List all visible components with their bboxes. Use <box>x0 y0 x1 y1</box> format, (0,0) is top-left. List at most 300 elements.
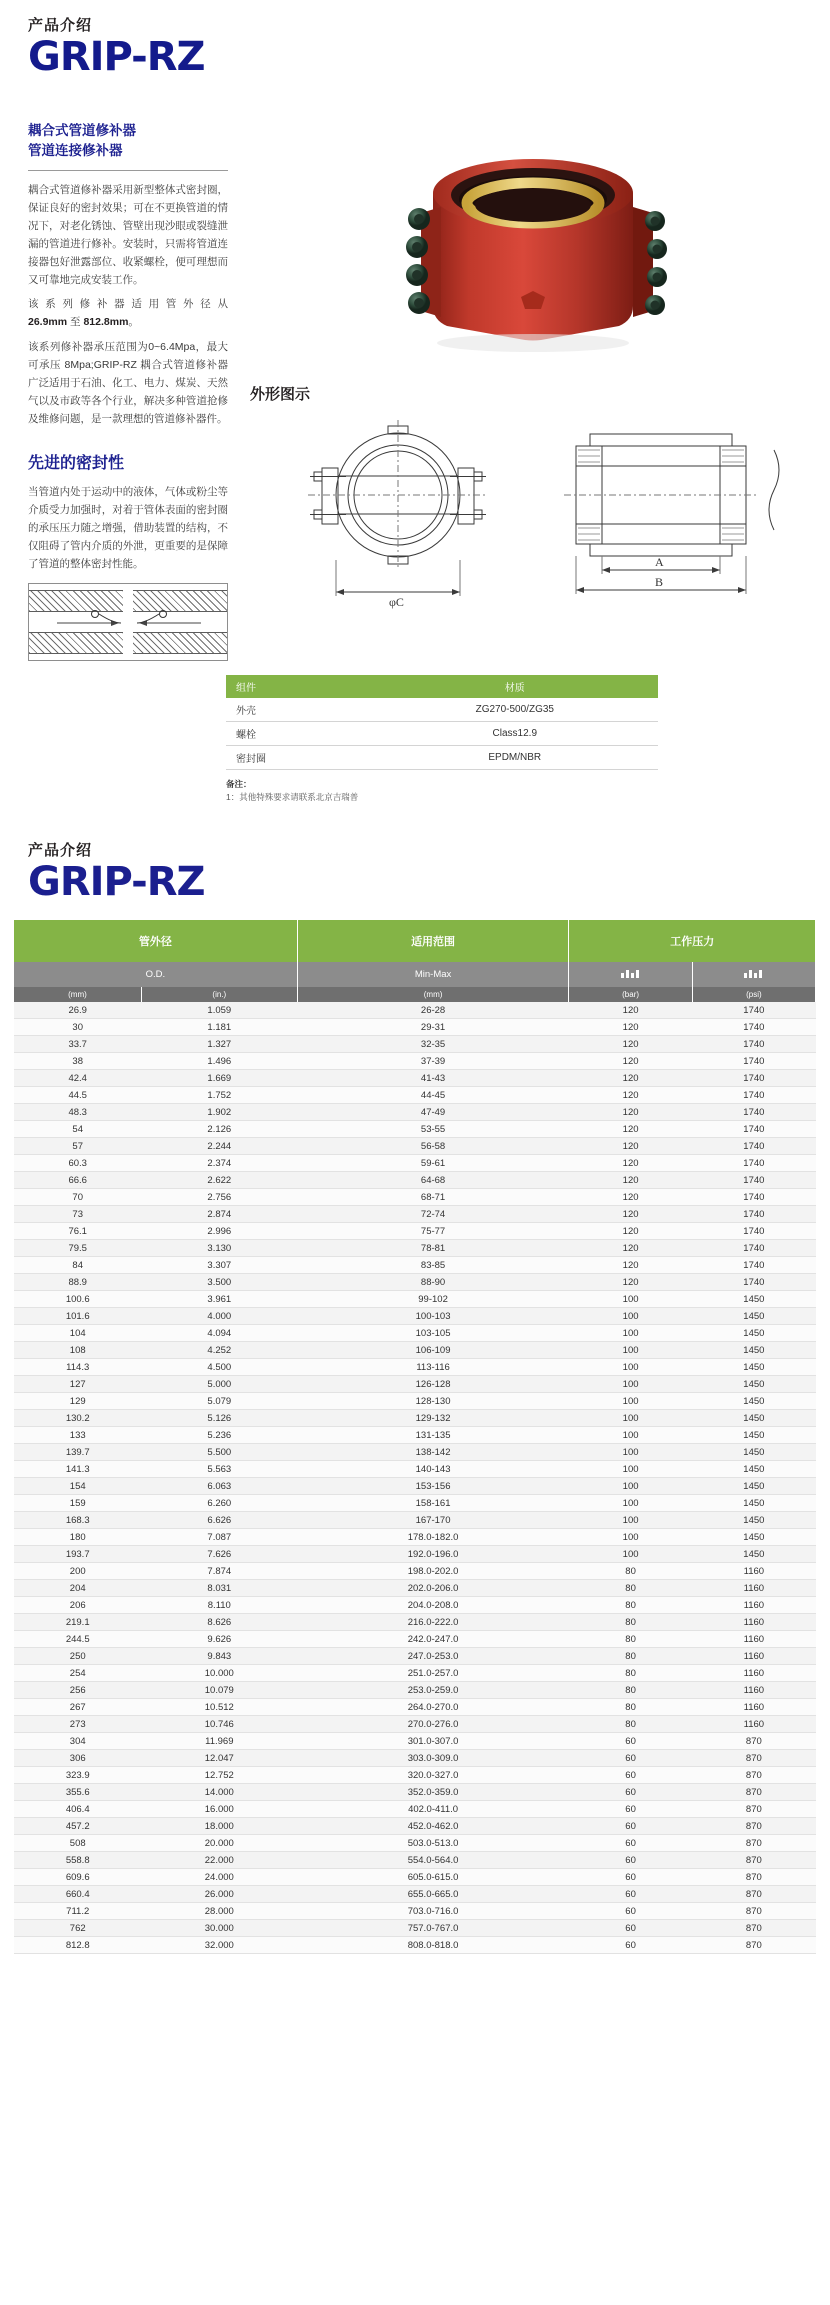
spec-range-mm: 129-132 <box>297 1410 569 1427</box>
dim-label-b: B <box>655 575 664 589</box>
spec-pressure-psi: 1740 <box>692 1002 815 1019</box>
spec-pressure-bar: 120 <box>569 1053 692 1070</box>
spec-od-in: 14.000 <box>141 1784 297 1801</box>
table-row <box>14 1393 816 1410</box>
spec-group-header-row <box>14 920 816 962</box>
material-note-title: 备注： <box>226 778 252 789</box>
spec-pressure-psi: 1740 <box>692 1087 815 1104</box>
table-row <box>14 1478 816 1495</box>
spec-pressure-psi: 870 <box>692 1801 815 1818</box>
spec-pressure-psi: 1740 <box>692 1172 815 1189</box>
specification-table-body <box>14 1002 816 1954</box>
spec-pressure-psi: 1740 <box>692 1274 815 1291</box>
spec-od-mm: 73 <box>14 1206 141 1223</box>
spec-od-mm: 57 <box>14 1138 141 1155</box>
table-row <box>14 1002 816 1019</box>
spec-pressure-psi: 1450 <box>692 1512 815 1529</box>
table-row <box>14 1563 816 1580</box>
spec-od-in: 2.874 <box>141 1206 297 1223</box>
spec-unit-bar: (bar) <box>569 987 692 1002</box>
table-row <box>14 1070 816 1087</box>
spec-od-mm: 114.3 <box>14 1359 141 1376</box>
spec-od-mm: 79.5 <box>14 1240 141 1257</box>
spec-unit-in: (in.) <box>141 987 297 1002</box>
table-row <box>14 1529 816 1546</box>
spec-pressure-bar: 120 <box>569 1121 692 1138</box>
spec-pressure-bar: 60 <box>569 1852 692 1869</box>
table-row <box>226 721 658 745</box>
spec-od-in: 7.626 <box>141 1546 297 1563</box>
spec-od-mm: 219.1 <box>14 1614 141 1631</box>
spec-od-in: 3.130 <box>141 1240 297 1257</box>
spec-od-in: 2.622 <box>141 1172 297 1189</box>
spec-pressure-bar: 100 <box>569 1393 692 1410</box>
spec-od-in: 10.746 <box>141 1716 297 1733</box>
range-max: 812.8mm <box>83 316 129 329</box>
material-value: ZG270-500/ZG35 <box>372 698 658 722</box>
range-min: 26.9mm <box>28 316 68 329</box>
table-row <box>14 1767 816 1784</box>
spec-range-mm: 29-31 <box>297 1019 569 1036</box>
spec-range-mm: 83-85 <box>297 1257 569 1274</box>
spec-od-in: 2.996 <box>141 1223 297 1240</box>
spec-od-in: 1.327 <box>141 1036 297 1053</box>
spec-od-mm: 250 <box>14 1648 141 1665</box>
spec-pressure-psi: 1160 <box>692 1665 815 1682</box>
spec-od-mm: 127 <box>14 1376 141 1393</box>
spec-range-mm: 605.0-615.0 <box>297 1869 569 1886</box>
spec-range-mm: 204.0-208.0 <box>297 1597 569 1614</box>
spec-unit-header-row <box>14 987 816 1002</box>
spec-od-mm: 711.2 <box>14 1903 141 1920</box>
spec-range-mm: 247.0-253.0 <box>297 1648 569 1665</box>
product-subtitle <box>28 121 228 160</box>
range-text-mid: 至 <box>67 316 84 329</box>
product-photo-wrap <box>246 121 826 361</box>
spec-pressure-psi: 1450 <box>692 1427 815 1444</box>
table-row <box>14 1172 816 1189</box>
spec-od-mm: 200 <box>14 1563 141 1580</box>
spec-od-mm: 762 <box>14 1920 141 1937</box>
spec-pressure-bar: 60 <box>569 1767 692 1784</box>
spec-range-mm: 140-143 <box>297 1461 569 1478</box>
spec-od-mm: 660.4 <box>14 1886 141 1903</box>
spec-od-mm: 54 <box>14 1121 141 1138</box>
table-row <box>14 1784 816 1801</box>
spec-od-mm: 84 <box>14 1257 141 1274</box>
spec-pressure-bar: 60 <box>569 1733 692 1750</box>
table-row <box>14 1682 816 1699</box>
spec-od-in: 6.626 <box>141 1512 297 1529</box>
material-note <box>226 778 658 804</box>
spec-od-mm: 406.4 <box>14 1801 141 1818</box>
spec-range-mm: 44-45 <box>297 1087 569 1104</box>
spec-pressure-bar: 80 <box>569 1665 692 1682</box>
spec-range-mm: 72-74 <box>297 1206 569 1223</box>
spec-od-in: 4.000 <box>141 1308 297 1325</box>
spec-range-mm: 301.0-307.0 <box>297 1733 569 1750</box>
table-row <box>14 1053 816 1070</box>
outline-drawings <box>246 410 826 615</box>
spec-pressure-bar: 60 <box>569 1903 692 1920</box>
spec-pressure-psi: 1160 <box>692 1597 815 1614</box>
spec-sub-od: O.D. <box>14 962 297 987</box>
spec-od-in: 5.236 <box>141 1427 297 1444</box>
table-row <box>14 1648 816 1665</box>
table-row <box>14 1716 816 1733</box>
spec-od-mm: 306 <box>14 1750 141 1767</box>
table-row <box>14 1410 816 1427</box>
spec-pressure-bar: 100 <box>569 1478 692 1495</box>
brand-title-2: GRIP-RZ <box>28 859 205 906</box>
spec-od-mm: 66.6 <box>14 1172 141 1189</box>
table-row <box>14 1121 816 1138</box>
spec-pressure-bar: 120 <box>569 1104 692 1121</box>
spec-pressure-psi: 870 <box>692 1818 815 1835</box>
spec-pressure-bar: 120 <box>569 1240 692 1257</box>
spec-pressure-psi: 870 <box>692 1852 815 1869</box>
spec-range-mm: 158-161 <box>297 1495 569 1512</box>
spec-pressure-bar: 60 <box>569 1869 692 1886</box>
table-row <box>14 1614 816 1631</box>
outline-drawing-title: 外形图示 <box>250 386 311 403</box>
spec-sub-range: Min-Max <box>297 962 569 987</box>
spec-od-mm: 100.6 <box>14 1291 141 1308</box>
spec-od-in: 6.063 <box>141 1478 297 1495</box>
table-row <box>14 1274 816 1291</box>
spec-pressure-bar: 120 <box>569 1257 692 1274</box>
spec-pressure-psi: 870 <box>692 1733 815 1750</box>
spec-od-in: 1.669 <box>141 1070 297 1087</box>
spec-pressure-psi: 1160 <box>692 1699 815 1716</box>
spec-od-in: 1.496 <box>141 1053 297 1070</box>
table-row <box>226 698 658 722</box>
spec-range-mm: 88-90 <box>297 1274 569 1291</box>
material-part: 螺栓 <box>226 721 372 745</box>
spec-range-mm: 503.0-513.0 <box>297 1835 569 1852</box>
spec-od-mm: 88.9 <box>14 1274 141 1291</box>
spec-pressure-psi: 1740 <box>692 1155 815 1172</box>
spec-group-od: 管外径 <box>14 920 297 962</box>
section-product-intro <box>0 0 830 803</box>
brand-title: GRIP-RZ <box>28 34 205 80</box>
table-row <box>14 1376 816 1393</box>
spec-pressure-bar: 120 <box>569 1155 692 1172</box>
spec-range-mm: 178.0-182.0 <box>297 1529 569 1546</box>
spec-pressure-bar: 80 <box>569 1597 692 1614</box>
spec-od-in: 3.961 <box>141 1291 297 1308</box>
spec-pressure-psi: 870 <box>692 1869 815 1886</box>
spec-od-mm: 267 <box>14 1699 141 1716</box>
spec-od-in: 4.252 <box>141 1342 297 1359</box>
spec-pressure-psi: 1160 <box>692 1580 815 1597</box>
spec-od-mm: 139.7 <box>14 1444 141 1461</box>
spec-pressure-psi: 1450 <box>692 1342 815 1359</box>
table-row <box>14 1444 816 1461</box>
spec-od-in: 22.000 <box>141 1852 297 1869</box>
spec-range-mm: 808.0-818.0 <box>297 1937 569 1954</box>
spec-pressure-bar: 120 <box>569 1274 692 1291</box>
spec-od-mm: 133 <box>14 1427 141 1444</box>
spec-range-mm: 270.0-276.0 <box>297 1716 569 1733</box>
spec-od-mm: 304 <box>14 1733 141 1750</box>
spec-range-mm: 402.0-411.0 <box>297 1801 569 1818</box>
spec-od-in: 16.000 <box>141 1801 297 1818</box>
spec-pressure-bar: 60 <box>569 1750 692 1767</box>
spec-group-pressure: 工作压力 <box>569 920 816 962</box>
spec-od-mm: 48.3 <box>14 1104 141 1121</box>
spec-range-mm: 37-39 <box>297 1053 569 1070</box>
table-row <box>14 1291 816 1308</box>
intro-paragraph-2 <box>28 295 228 331</box>
spec-pressure-psi: 870 <box>692 1835 815 1852</box>
range-text-pre: 该 系 列 修 补 器 适 用 管 外 径 从 <box>28 298 228 311</box>
spec-od-in: 5.079 <box>141 1393 297 1410</box>
spec-pressure-bar: 100 <box>569 1342 692 1359</box>
spec-od-in: 6.260 <box>141 1495 297 1512</box>
spec-od-in: 1.059 <box>141 1002 297 1019</box>
spec-od-in: 2.756 <box>141 1189 297 1206</box>
spec-range-mm: 167-170 <box>297 1512 569 1529</box>
spec-od-mm: 168.3 <box>14 1512 141 1529</box>
spec-pressure-psi: 1740 <box>692 1240 815 1257</box>
spec-unit-psi: (psi) <box>692 987 815 1002</box>
spec-range-mm: 128-130 <box>297 1393 569 1410</box>
spec-pressure-psi: 1450 <box>692 1529 815 1546</box>
table-row <box>14 1308 816 1325</box>
spec-od-in: 32.000 <box>141 1937 297 1954</box>
spec-pressure-psi: 870 <box>692 1767 815 1784</box>
spec-pressure-psi: 1160 <box>692 1631 815 1648</box>
divider <box>28 170 228 171</box>
table-row <box>14 1240 816 1257</box>
table-row <box>14 1580 816 1597</box>
spec-od-in: 8.110 <box>141 1597 297 1614</box>
spec-pressure-bar: 120 <box>569 1036 692 1053</box>
spec-pressure-psi: 1450 <box>692 1291 815 1308</box>
spec-od-mm: 130.2 <box>14 1410 141 1427</box>
table-row <box>14 1189 816 1206</box>
spec-pressure-bar: 100 <box>569 1461 692 1478</box>
table-row <box>14 1155 816 1172</box>
table-row <box>14 1461 816 1478</box>
spec-pressure-psi: 1160 <box>692 1648 815 1665</box>
spec-od-mm: 193.7 <box>14 1546 141 1563</box>
spec-od-in: 5.563 <box>141 1461 297 1478</box>
seal-diagram-arrows <box>29 584 228 661</box>
spec-pressure-psi: 1740 <box>692 1257 815 1274</box>
spec-range-mm: 202.0-206.0 <box>297 1580 569 1597</box>
spec-pressure-psi: 1450 <box>692 1393 815 1410</box>
spec-range-mm: 41-43 <box>297 1070 569 1087</box>
spec-od-mm: 42.4 <box>14 1070 141 1087</box>
spec-od-in: 10.000 <box>141 1665 297 1682</box>
spec-od-mm: 254 <box>14 1665 141 1682</box>
intro-left-column <box>28 121 228 661</box>
table-row <box>14 1036 816 1053</box>
spec-range-mm: 352.0-359.0 <box>297 1784 569 1801</box>
spec-od-in: 3.307 <box>141 1257 297 1274</box>
clamp-photo-illustration <box>371 121 701 361</box>
spec-od-in: 3.500 <box>141 1274 297 1291</box>
spec-pressure-bar: 60 <box>569 1920 692 1937</box>
spec-od-mm: 76.1 <box>14 1223 141 1240</box>
spec-od-in: 8.031 <box>141 1580 297 1597</box>
section-spec-table <box>0 803 830 1974</box>
spec-od-mm: 30 <box>14 1019 141 1036</box>
spec-od-mm: 609.6 <box>14 1869 141 1886</box>
material-part: 密封圈 <box>226 745 372 769</box>
spec-od-in: 2.374 <box>141 1155 297 1172</box>
spec-od-in: 9.626 <box>141 1631 297 1648</box>
spec-od-in: 11.969 <box>141 1733 297 1750</box>
spec-range-mm: 303.0-309.0 <box>297 1750 569 1767</box>
table-row <box>14 1631 816 1648</box>
spec-pressure-psi: 870 <box>692 1903 815 1920</box>
spec-pressure-bar: 60 <box>569 1835 692 1852</box>
spec-pressure-bar: 120 <box>569 1189 692 1206</box>
table-row <box>14 1665 816 1682</box>
table-row <box>14 1835 816 1852</box>
spec-range-mm: 264.0-270.0 <box>297 1699 569 1716</box>
spec-pressure-psi: 1450 <box>692 1325 815 1342</box>
spec-unit-mm: (mm) <box>14 987 141 1002</box>
spec-range-mm: 131-135 <box>297 1427 569 1444</box>
spec-pressure-bar: 100 <box>569 1529 692 1546</box>
spec-od-in: 4.094 <box>141 1325 297 1342</box>
spec-pressure-psi: 1740 <box>692 1104 815 1121</box>
spec-od-in: 5.126 <box>141 1410 297 1427</box>
table-row <box>14 1325 816 1342</box>
spec-pressure-bar: 100 <box>569 1291 692 1308</box>
material-table <box>226 675 658 770</box>
spec-range-mm: 53-55 <box>297 1121 569 1138</box>
spec-od-in: 24.000 <box>141 1869 297 1886</box>
spec-od-in: 4.500 <box>141 1359 297 1376</box>
spec-range-mm: 198.0-202.0 <box>297 1563 569 1580</box>
seal-diagram <box>28 583 228 661</box>
spec-od-mm: 508 <box>14 1835 141 1852</box>
spec-od-mm: 273 <box>14 1716 141 1733</box>
spec-range-mm: 126-128 <box>297 1376 569 1393</box>
spec-group-header <box>14 920 816 962</box>
spec-pressure-psi: 1450 <box>692 1376 815 1393</box>
spec-od-in: 10.512 <box>141 1699 297 1716</box>
spec-pressure-bar: 80 <box>569 1563 692 1580</box>
table-row <box>14 1104 816 1121</box>
spec-od-in: 12.047 <box>141 1750 297 1767</box>
spec-od-in: 8.626 <box>141 1614 297 1631</box>
spec-pressure-bar: 100 <box>569 1325 692 1342</box>
range-text-end: 。 <box>128 316 139 329</box>
spec-range-mm: 153-156 <box>297 1478 569 1495</box>
spec-range-mm: 59-61 <box>297 1155 569 1172</box>
dim-label-a: A <box>655 555 664 569</box>
product-subtitle-line2: 管道连接修补器 <box>28 142 123 158</box>
spec-pressure-bar: 120 <box>569 1223 692 1240</box>
spec-pressure-bar: 120 <box>569 1138 692 1155</box>
spec-range-mm: 106-109 <box>297 1342 569 1359</box>
spec-od-mm: 180 <box>14 1529 141 1546</box>
spec-pressure-bar: 120 <box>569 1002 692 1019</box>
spec-od-mm: 44.5 <box>14 1087 141 1104</box>
spec-pressure-psi: 870 <box>692 1784 815 1801</box>
spec-unit-header <box>14 987 816 1002</box>
spec-pressure-bar: 120 <box>569 1206 692 1223</box>
spec-od-mm: 70 <box>14 1189 141 1206</box>
spec-od-mm: 26.9 <box>14 1002 141 1019</box>
spec-od-in: 2.244 <box>141 1138 297 1155</box>
spec-pressure-bar: 80 <box>569 1580 692 1597</box>
material-table-head <box>226 675 658 698</box>
intro-paragraph-3: 该系列修补器承压范围为0~6.4Mpa，最大可承压 8Mpa;GRIP-RZ 耦合式管道修补器广泛适用于石油、化工、电力、煤炭、天然气以及市政等各个行业，解决多种管道抢修及维修问题，是一款理想的管道修补器件。 <box>28 340 228 425</box>
spec-range-mm: 75-77 <box>297 1223 569 1240</box>
spec-pressure-bar: 80 <box>569 1682 692 1699</box>
spec-range-mm: 554.0-564.0 <box>297 1852 569 1869</box>
spec-range-mm: 320.0-327.0 <box>297 1767 569 1784</box>
spec-pressure-psi: 1740 <box>692 1189 815 1206</box>
seal-paragraph: 当管道内处于运动中的液体，气体或粉尘等介质受力加强时，对着于管体表面的密封圈的承压压力随之增强，借助装置的结构，不仅阻碍了管内介质的外泄，更重要的是保障了管道的整体密封性能。 <box>28 485 228 570</box>
spec-od-mm: 355.6 <box>14 1784 141 1801</box>
table-row <box>14 1801 816 1818</box>
material-note-text: 1：其他特殊要求请联系北京吉瑞普 <box>226 791 359 802</box>
product-subtitle-line1: 耦合式管道修补器 <box>28 123 136 138</box>
spec-pressure-bar: 60 <box>569 1937 692 1954</box>
spec-sub-psi-icon <box>692 962 815 987</box>
spec-sub-bar-icon <box>569 962 692 987</box>
spec-od-in: 5.000 <box>141 1376 297 1393</box>
spec-pressure-psi: 1450 <box>692 1546 815 1563</box>
spec-pressure-bar: 120 <box>569 1087 692 1104</box>
spec-pressure-psi: 1450 <box>692 1359 815 1376</box>
spec-range-mm: 138-142 <box>297 1444 569 1461</box>
spec-pressure-bar: 100 <box>569 1359 692 1376</box>
spec-sub-header-row <box>14 962 816 987</box>
spec-sub-header <box>14 962 816 987</box>
spec-od-in: 20.000 <box>141 1835 297 1852</box>
table-row <box>14 1546 816 1563</box>
material-header-material: 材质 <box>372 675 658 698</box>
table-row <box>14 1818 816 1835</box>
spec-range-mm: 32-35 <box>297 1036 569 1053</box>
spec-range-mm: 103-105 <box>297 1325 569 1342</box>
spec-pressure-bar: 120 <box>569 1070 692 1087</box>
spec-od-mm: 129 <box>14 1393 141 1410</box>
spec-od-mm: 558.8 <box>14 1852 141 1869</box>
spec-range-mm: 78-81 <box>297 1240 569 1257</box>
spec-pressure-psi: 1740 <box>692 1019 815 1036</box>
table-row <box>14 1852 816 1869</box>
spec-pressure-bar: 100 <box>569 1410 692 1427</box>
spec-group-range: 适用范围 <box>297 920 569 962</box>
spec-pressure-psi: 1740 <box>692 1070 815 1087</box>
table-row <box>14 1019 816 1036</box>
spec-pressure-psi: 1740 <box>692 1206 815 1223</box>
spec-pressure-psi: 870 <box>692 1886 815 1903</box>
material-header-row <box>226 675 658 698</box>
spec-pressure-bar: 80 <box>569 1699 692 1716</box>
spec-range-mm: 113-116 <box>297 1359 569 1376</box>
table-row <box>14 1495 816 1512</box>
spec-range-mm: 655.0-665.0 <box>297 1886 569 1903</box>
intro-columns <box>28 121 802 661</box>
spec-od-in: 30.000 <box>141 1920 297 1937</box>
table-row <box>14 1750 816 1767</box>
spec-unit-mm-range: (mm) <box>297 987 569 1002</box>
table-row <box>226 745 658 769</box>
intro-paragraph-1: 耦合式管道修补器采用新型整体式密封圈，保证良好的密封效果；可在不更换管道的情况下，对老化锈蚀、管壁出现沙眼或裂缝泄漏的管道进行修补。安装时，只需将管道连接器包好泄露部位、收紧螺栓，便可理想而又可靠地完成安装工作。 <box>28 184 228 287</box>
spec-pressure-psi: 1160 <box>692 1682 815 1699</box>
